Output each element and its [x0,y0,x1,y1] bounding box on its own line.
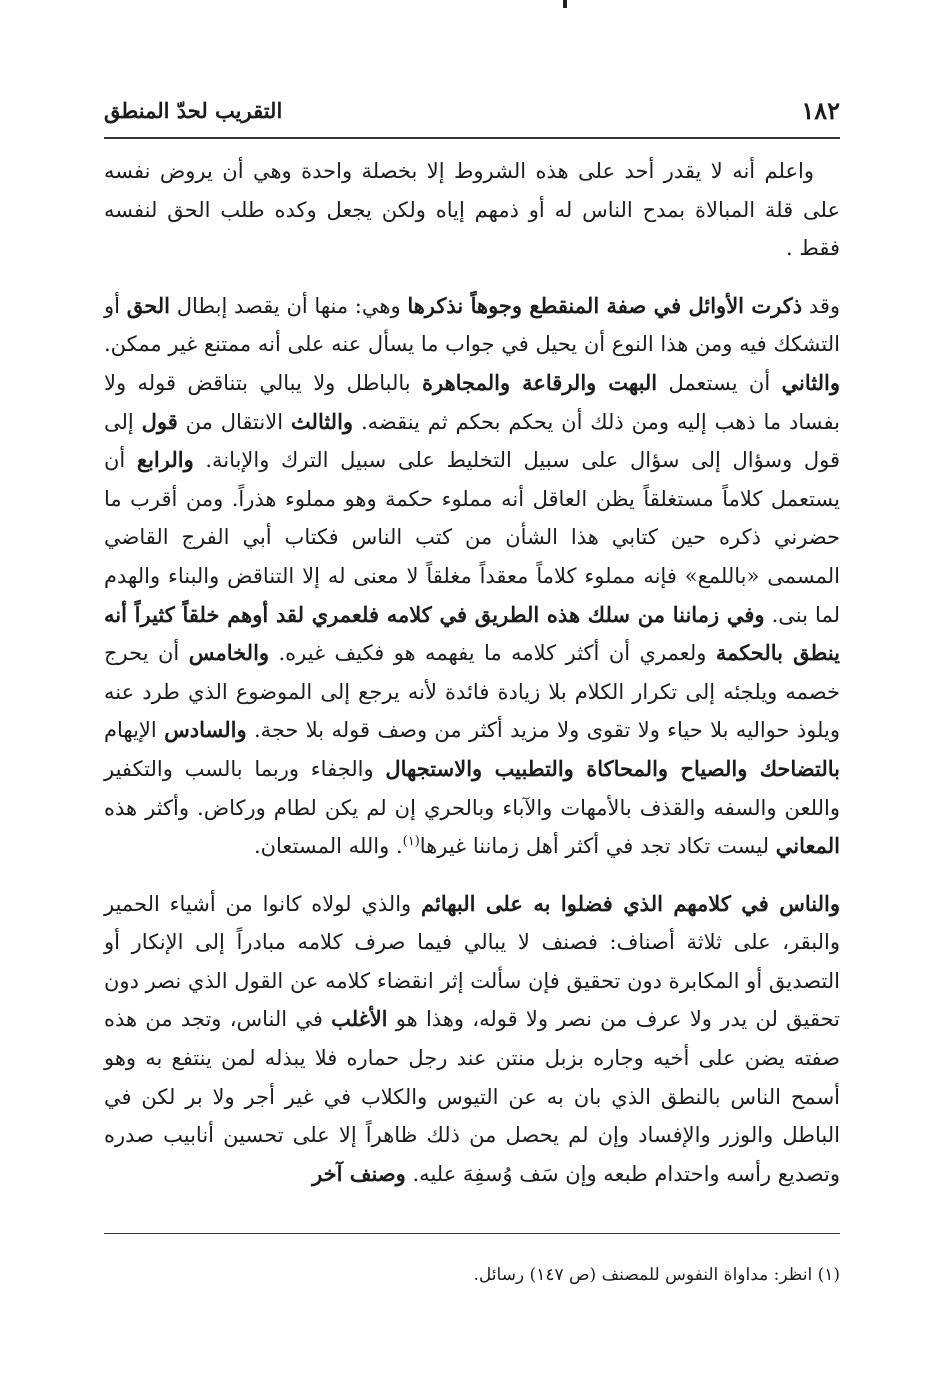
text-run: في الناس، وتجد من هذه صفته يضن على أخيه وجاره بزبل منتن عند رجل حماره فلا يبذله لمن ينتفع به وهو أسمح الناس بالنطق الذي بان به عن التيوس والكلاب في غير أجر ولا بر لكن في الباطل والوزر والإفساد وإن لم يحصل من ذلك ظاهراً إلا على تحسين أنابيب صدره وتصديع رأسه واحتدام طبعه وإن سَف وُسفِهَ عليه. [104,1007,840,1186]
paragraph-1: واعلم أنه لا يقدر أحد على هذه الشروط إلا بخصلة واحدة وهي أن يروض نفسه على قلة المبالاة بمدح الناس له أو ذمهم إياه ولكن يجعل وكده طلب الحق لنفسه فقط . [104,159,840,261]
main-text [104,152,840,1193]
text-run: وقد [802,293,841,318]
text-run: ولعمري أن أكثر كلامه ما يفهمه هو فكيف غيره. [269,641,716,666]
bold-phrase: قول [141,408,178,434]
text-run: . والله المستعان. [253,834,403,859]
bold-phrase: وصنف آخر [312,1160,406,1186]
paragraph-2 [104,287,840,866]
text-run: الإيهام [104,718,165,743]
header-rule [104,137,840,139]
scan-mark [563,0,567,8]
bold-phrase: المعاني [775,833,840,859]
text-run: ليست تكاد تجد في أكثر أهل زماننا غيرها [419,834,776,859]
bold-phrase: والناس في كلامهم الذي فضلوا به على البهائم [421,890,840,916]
text-run: بالباطل ولا يبالي بتناقض قوله ولا بفساد ما ذهب إليه ومن ذلك أن يحكم بحكم ثم ينقضه. [104,370,840,434]
footnote-reference: (١) [402,834,420,850]
bold-phrase: ذكرت الأوائل في صفة المنقطع وجوهاً نذكرها [407,292,803,318]
text-run: الانتقال من [177,409,291,434]
text-run: أن يستعمل كلاماً مستغلقاً يظن العاقل أنه مملوء حكمة وهو مملوء هذراً. ومن أقرب ما حضرني ذكره حين كتابي هذا الشأن من كتب الناس فكتاب أبي الفرج القاضي المسمى «باللمع» فإنه مملوء كلاماً معقداً مغلقاً لا معنى له إلا التناقض والبناء والهدم لما بنى. [104,448,840,627]
page-header [104,96,840,136]
bold-phrase: والثاني [781,369,841,395]
bold-phrase: والسادس [164,717,247,743]
text-run: أن يحرج خصمه ويلجئه إلى تكرار الكلام بلا زيادة فائدة لأنه يرجع إلى الموضوع الذي طرد عنه ويلوذ حواليه بلا حياء ولا تقوى ولا مزيد أكثر من وصف قوله بلا حجة. [104,641,840,743]
running-title: التقريب لحدّ المنطق [104,98,283,123]
bold-phrase: والخامس [188,640,270,666]
footnote-rule [104,1233,840,1234]
bold-phrase: بالتضاحك والصياح والمحاكاة والتطبيب والاستجهال [385,755,840,781]
text-run: أن يستعمل [657,370,782,395]
bold-phrase: الأغلب [331,1006,388,1032]
text-run: والذي لولاه كانوا من أشياء الحمير والبقر، على ثلاثة أصناف: فصنف لا يبالي فيما صرف كلامه مبادراً إلى الإنكار أو التصديق أو المكابرة دون تحقيق فإن سألت إثر انقضاء كلامه عن القول الذي نصر دون تحقيق لن يدر ولا عرف من نصر ولا قوله، وهذا هو [104,891,840,1032]
bold-phrase: والرابع [136,447,194,473]
bold-phrase: الحق [126,292,171,318]
text-run: أو التشكك فيه ومن هذا النوع أن يحيل في جواب ما يسأل عنه على أنه ممتنع غير ممكن. [104,293,840,357]
bold-phrase: البهت والرقاعة والمجاهرة [422,369,658,395]
footnote: (١) انظر: مداواة النفوس للمصنف (ص ١٤٧) رسائل. [473,1265,840,1285]
text-run: وهي: منها أن يقصد إبطال [170,293,408,318]
bold-phrase: وفي زماننا من سلك هذه الطريق في كلامه فلعمري لقد أوهم خلقاً كثيراً أنه ينطق بالحكمة [104,601,841,666]
page-number: ١٨٢ [801,96,840,125]
text-run: إلى قول وسؤال إلى سؤال على سبيل التخليط على سبيل الترك والإبانة. [104,409,840,473]
text-run: والجفاء وربما بالسب والتكفير واللعن والسفه والقذف بالأمهات والآباء وبالحري إن لم يكن لطام وركاض. وأكثر هذه [104,756,840,820]
paragraph-3 [104,885,840,1194]
bold-phrase: والثالث [290,408,354,434]
